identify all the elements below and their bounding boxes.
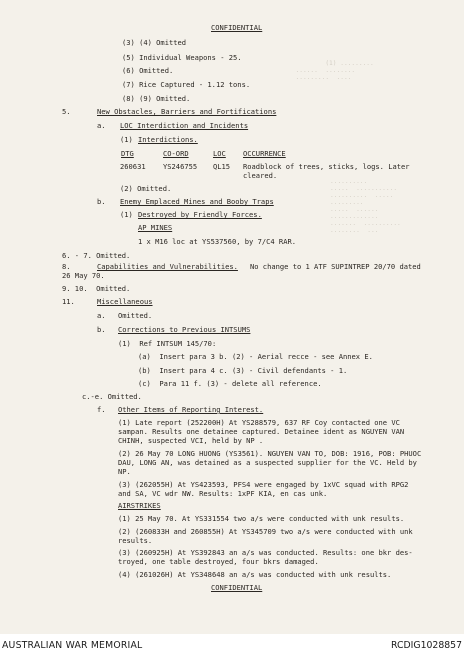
section-heading: New Obstacles, Barriers and Fortifications xyxy=(97,107,277,116)
subpara-letter: b. xyxy=(97,325,106,334)
table-cell-occurrence: cleared. xyxy=(243,171,278,180)
archive-footer xyxy=(0,634,464,654)
bleed-through: .......... ..... ........... .......... ..... ......... ..... ...... ............. ....... .......... ........ ... xyxy=(330,178,401,234)
line: (1) Ref INTSUM 145/70: xyxy=(118,339,217,348)
col-header-coord: CO-ORD xyxy=(163,149,189,158)
line: (6) Omitted. xyxy=(122,66,174,75)
section-heading: Miscellaneous xyxy=(97,297,153,306)
line: NP. xyxy=(118,467,131,476)
subsection-heading: Other Items of Reporting Interest. xyxy=(118,405,264,414)
para-number: 5. xyxy=(62,107,71,116)
line: (a) Insert para 3 b. (2) - Aerial recce - see Annex E. xyxy=(138,352,373,361)
line: 6. - 7. Omitted. xyxy=(62,251,131,260)
line: (3) (260925H) At YS392843 an a/s was conducted. Results: one bkr des- xyxy=(118,548,413,557)
line: (b) Insert para 4 c. (3) - Civil defendants - 1. xyxy=(138,366,348,375)
subpara-letter: a. xyxy=(97,311,106,320)
subpara-letter: f. xyxy=(97,405,106,414)
line: sampan. Results one detainee captured. Detainee ident as NGUYEN VAN xyxy=(118,427,405,436)
line: Omitted. xyxy=(118,311,153,320)
col-header-loc: LOC xyxy=(213,149,226,158)
line: (8) (9) Omitted. xyxy=(122,94,191,103)
line: (2) (260833H and 260855H) At YS345709 two a/s were conducted with unk xyxy=(118,527,413,536)
line: DAU, LONG AN, was detained as a suspected supplier for the VC. Held by xyxy=(118,458,417,467)
table-cell-coord: YS246755 xyxy=(163,162,198,171)
line: (7) Rice Captured - 1.12 tons. xyxy=(122,80,251,89)
subsection-heading: Corrections to Previous INTSUMS xyxy=(118,325,251,334)
para-number: 11. xyxy=(62,297,75,306)
line: (2) Omitted. xyxy=(120,184,172,193)
line: (2) 26 May 70 LONG HUONG (YS3561). NGUYEN VAN TO, DOB: 1916, POB: PHUOC xyxy=(118,449,422,458)
line: 1 x M16 loc at YS537560, by 7/C4 RAR. xyxy=(138,237,297,246)
table-cell-occurrence: Roadblock of trees, sticks, logs. Later xyxy=(243,162,410,171)
bleed-through: (1) ......... ...... ........ ......... .... xyxy=(295,60,374,81)
mines-heading: AP MINES xyxy=(138,223,173,232)
subsection-heading: Enemy Emplaced Mines and Booby Traps xyxy=(120,197,274,206)
line: c.-e. Omitted. xyxy=(82,392,142,401)
subpara-letter: b. xyxy=(97,197,106,206)
para-number: 8. xyxy=(62,262,71,271)
section-heading: Capabilities and Vulnerabilities. xyxy=(97,262,238,271)
record-id: RCDIG1028857 xyxy=(391,640,462,651)
item-number: (1) xyxy=(120,210,133,219)
item-heading: Destroyed by Friendly Forces. xyxy=(138,210,262,219)
line: troyed, one table destroyed, four bkrs damaged. xyxy=(118,557,319,566)
col-header-dtg: DTG xyxy=(121,149,134,158)
subpara-letter: a. xyxy=(97,121,106,130)
airstrikes-heading: AIRSTRIKES xyxy=(118,501,161,510)
line: (5) Individual Weapons - 25. xyxy=(122,53,242,62)
line: 26 May 70. xyxy=(62,271,105,280)
line: (3) (4) Omitted xyxy=(122,38,187,47)
table-cell-loc: QL15 xyxy=(213,162,231,171)
line: (c) Para 11 f. (3) - delete all reference. xyxy=(138,379,322,388)
item-heading: Interdictions. xyxy=(138,135,198,144)
line: No change to 1 ATF SUPINTREP 20/70 dated xyxy=(250,262,421,271)
line: (4) (261026H) At YS348648 an a/s was conducted with unk results. xyxy=(118,570,392,579)
institution-label: AUSTRALIAN WAR MEMORIAL xyxy=(2,640,143,651)
item-number: (1) xyxy=(120,135,133,144)
line: results. xyxy=(118,536,153,545)
line: (1) Late report (252200H) At YS288579, 637 RF Coy contacted one VC xyxy=(118,418,400,427)
line: (1) 25 May 70. At YS331554 two a/s were conducted with unk results. xyxy=(118,514,405,523)
line: CHINH, suspected VCI, held by NP . xyxy=(118,436,264,445)
footer-classification: CONFIDENTIAL xyxy=(211,583,263,592)
line: 9. 10. Omitted. xyxy=(62,284,131,293)
line: and SA, VC wdr NW. Results: 1xPF KIA, en cas unk. xyxy=(118,489,328,498)
header-classification: CONFIDENTIAL xyxy=(211,23,263,32)
col-header-occurrence: OCCURRENCE xyxy=(243,149,286,158)
line: (3) (262055H) At YS423593, PFS4 were engaged by 1xVC squad with RPG2 xyxy=(118,480,409,489)
subsection-heading: LOC Interdiction and Incidents xyxy=(120,121,249,130)
table-cell-dtg: 260631 xyxy=(120,162,146,171)
